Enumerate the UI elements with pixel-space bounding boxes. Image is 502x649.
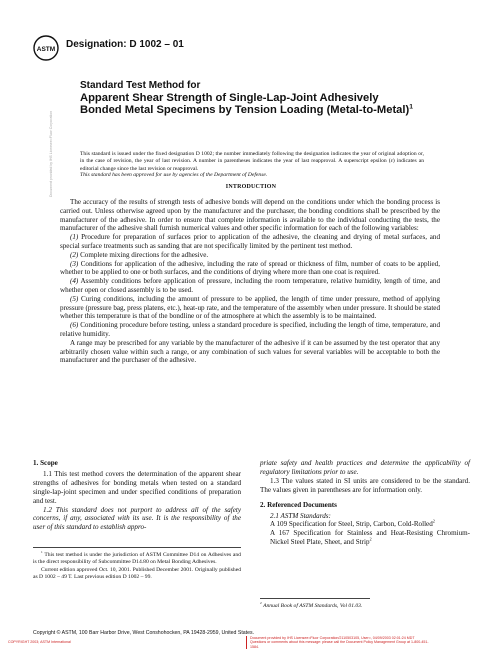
references-heading: 2. Referenced Documents: [260, 500, 337, 509]
dod-approval: This standard has been approved for use by agencies of the Department of Defense.: [80, 172, 268, 178]
logo-text: ASTM: [36, 46, 56, 53]
scope-1-2-continued: priate safety and health practices and determine the applicability of regulatory limitations prior to use.: [260, 459, 470, 476]
scope-1-3: 1.3 The values stated in SI units are considered to be the standard. The values given in parentheses are for information only.: [260, 476, 470, 494]
introduction-body: [60, 198, 440, 365]
intro-item-6: (6) Conditioning procedure before testing, unless a standard procedure is specified, including the length of time, temperature, and relative humidity.: [60, 321, 440, 338]
standard-label: Standard Test Method for: [80, 80, 201, 91]
standard-notice: This standard is issued under the fixed designation D 1002; the number immediately following the designation indicates the year of original adoption or, in the case of revision, the year of last revision. A number in parentheses indicates the year of last reapproval. A superscript epsilon (ε) indicates an editorial change since the last revision or reapproval.: [80, 151, 424, 172]
left-column: [33, 459, 241, 532]
astm-logo: [33, 35, 59, 61]
right-column: [260, 459, 470, 547]
copyright-line: Copyright © ASTM, 100 Barr Harbor Drive, West Conshohocken, PA 19428-2959, United States.: [33, 630, 255, 636]
intro-paragraph: The accuracy of the results of strength tests of adhesive bonds will depend on the conditions under which the bonding process is carried out. Unless otherwise agreed upon by the manufacturer and the purchaser, the bonding conditions shall be prescribed by the manufacturer of the adhesive. In order to ensure that complete information is available to the individual conducting the tests, the manufacturer of the adhesive shall furnish numerical values and other specific information for each of the following variables:: [60, 198, 440, 233]
intro-item-4: (4) Assembly conditions before application of pressure, including the room temperature, relative humidity, length of time, and whether open or closed assembly is to be used.: [60, 277, 440, 294]
intro-last-paragraph: A range may be prescribed for any variable by the manufacturer of the adhesive if it can be assumed by the test operator that any arbitrarily chosen value within such a range, or any combination of such values for several variables will be acceptable to both the manufacturer and the purchaser of the adhesive.: [60, 338, 440, 365]
scope-heading: 1. Scope: [33, 459, 58, 467]
intro-item-3: (3) Conditions for application of the adhesive, including the rate of spread or thickness of film, number of coats to be applied, whether to be applied to one or both surfaces, and the conditions of drying where more than one coat is required.: [60, 259, 440, 277]
side-watermark: Document provided by IHS Licensee=Fluor Corporation: [49, 110, 53, 197]
intro-item-2: (2) Complete mixing directions for the adhesive.: [70, 250, 209, 259]
footnote-2: $^2$ Annual Book of ASTM Standards, Vol 01.03.: [260, 598, 370, 609]
reference-a109: A 109 Specification for Steel, Strip, Carbon, Cold-Rolled$^2$: [270, 519, 435, 529]
reference-a167: A 167 Specification for Stainless and Heat-Resisting Chromium-Nickel Steel Plate, Sheet, and Strip$^2$: [270, 529, 470, 547]
scope-1-2: 1.2 This standard does not purport to address all of the safety concerns, if any, associated with its use. It is the responsibility of the user of this standard to establish appro-: [33, 505, 241, 532]
footer-left-notice: COPYRIGHT 2003; ASTM International: [8, 640, 71, 644]
introduction-heading: INTRODUCTION: [225, 184, 277, 190]
intro-item-5: (5) Curing conditions, including the amount of pressure to be applied, the length of time under pressure, method of applying pressure (pressure bag, press platens, etc.), heat-up rate, and the temperature of the assembly when under pressure. It should be stated whether this temperature is that of the bondline or of the atmosphere at which the assembly is to be maintained.: [60, 294, 440, 321]
references-subheading: 2.1 ASTM Standards:: [270, 511, 331, 520]
footnote-1: [33, 547, 241, 581]
title-footnote-marker: 1: [409, 103, 413, 111]
footnote-1-text: $^1$ This test method is under the jurisdiction of ASTM Committee D14 on Adhesives and is the direct responsibility of Subcommittee D14.80 on Metal Bonding Adhesives.: [33, 550, 241, 566]
footer-right-notice: Document provided by IHS Licensee=Fluor Corporation/2110503105, User=, 04/09/2003 02:01:24 MDT Questions or comments about this message: please call the Document Policy Management Group at 1-800-451-1584.: [246, 636, 430, 649]
title-text: Apparent Shear Strength of Single-Lap-Joint Adhesively Bonded Metal Specimens by Tension Loading (Metal-to-Metal): [80, 92, 410, 117]
footnote-1-edition: Current edition approved Oct. 10, 2001. Published December 2001. Originally published as D 1002 – 49 T. Last previous edition D 1002 – 99.: [33, 566, 241, 580]
designation: Designation: D 1002 – 01: [66, 39, 184, 50]
scope-1-1: 1.1 This test method covers the determination of the apparent shear strengths of adhesives for bonding metals when tested on a standard single-lap-joint specimen and under specified conditions of preparation and test.: [33, 469, 241, 505]
intro-item-1: (1) Procedure for preparation of surfaces prior to application of the adhesive, the cleaning and drying of metal surfaces, and special surface treatments such as sanding that are not specifically limited by the pertinent test method.: [60, 233, 441, 250]
page-title: [80, 92, 415, 116]
